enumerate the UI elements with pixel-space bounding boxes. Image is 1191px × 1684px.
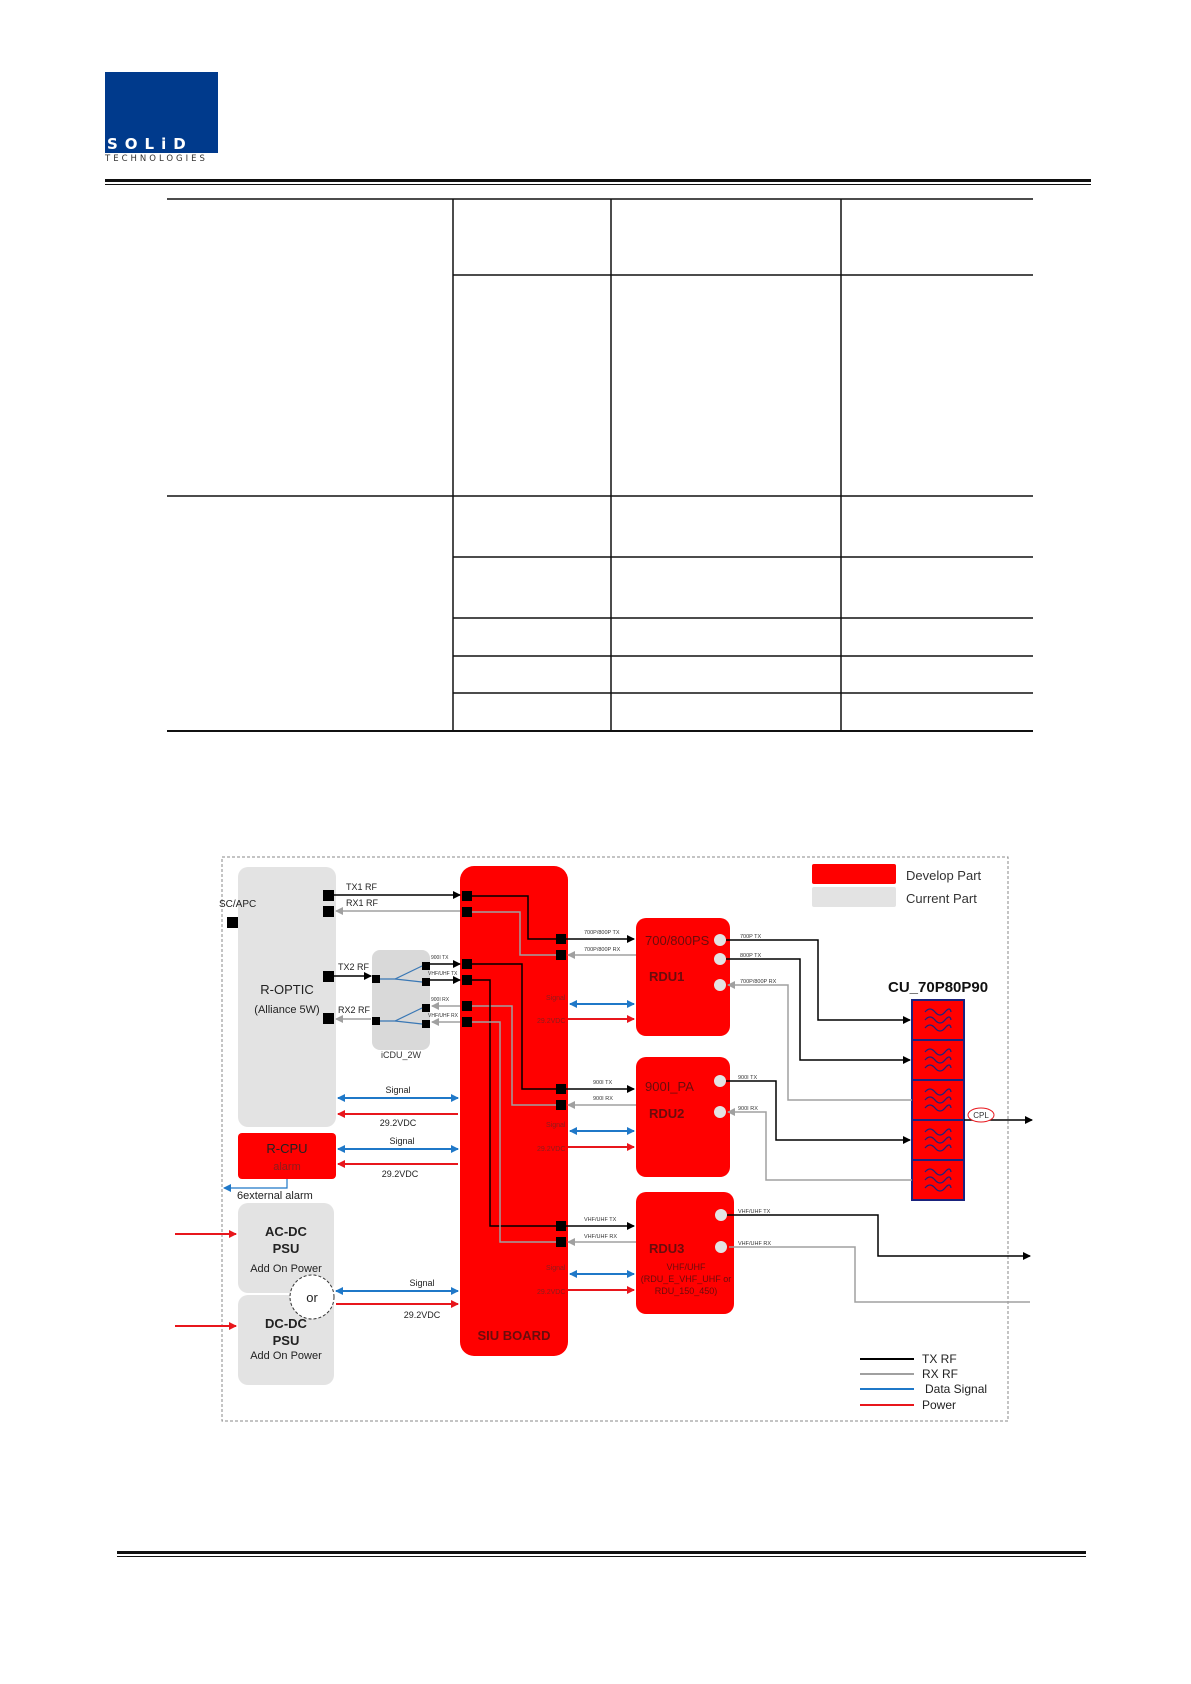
rdu2-port [714,1075,726,1087]
icdu-port-label: VHF/UHF RX [428,1013,458,1019]
icdu-port-label: 900I TX [431,955,449,961]
roptic-subtitle: (Alliance 5W) [254,1004,320,1016]
external-alarm-line [224,1179,287,1188]
diagram-frame [222,857,1008,1421]
rcpu-title: R-CPU [266,1141,308,1156]
siu-port [462,1001,472,1011]
siu-board-label: SIU BOARD [477,1328,551,1343]
rdu1-port [714,953,726,965]
rdu3-subtitle: (RDU_E_VHF_UHF or [640,1274,732,1284]
rdu3-port [715,1209,727,1221]
icdu-port [422,1004,430,1012]
siu-port [556,1100,566,1110]
icdu-port [422,1020,430,1028]
rf-port-label: 900I TX [738,1075,758,1081]
icdu-block [372,950,430,1050]
rf-line-label: VHF/UHF RX [584,1234,617,1240]
logo-subtitle: TECHNOLOGIES [105,154,208,164]
legend-rx-label: RX RF [922,1367,958,1381]
rx2-label: RX2 RF [338,1005,371,1015]
dcdc-subtitle: Add On Power [250,1350,322,1362]
vdc-label: 29.2VDC [537,1146,566,1153]
acdc-subtitle: Add On Power [250,1263,322,1275]
external-alarm-label: 6external alarm [237,1190,313,1202]
rf-port-label: 700P TX [740,934,762,940]
rdu3-tx-output [727,1215,1030,1256]
icdu-port [422,962,430,970]
signal-label: Signal [546,1122,566,1129]
legend-current-swatch [812,887,896,907]
signal-label: Signal [546,1265,566,1272]
rdu3-subtitle: VHF/UHF [666,1262,706,1272]
dcdc-psu: PSU [272,1333,300,1348]
siu-port [556,1084,566,1094]
acdc-psu: PSU [272,1241,300,1256]
rdu2-port [714,1106,726,1118]
icdu-label: iCDU_2W [380,1050,422,1060]
cpl-label: CPL [973,1111,989,1120]
siu-port [556,1237,566,1247]
roptic-port-rx1 [323,906,334,917]
rdu1-title: RDU1 [649,969,685,984]
rf-port-label: 700P/800P RX [740,979,777,985]
scapc-port [227,917,238,928]
legend-data-label: Data Signal [925,1382,988,1396]
icdu-port [372,1017,380,1025]
legend-tx-label: TX RF [922,1352,957,1366]
siu-port [556,1221,566,1231]
vdc-label: 29.2VDC [537,1289,566,1296]
cu-route [728,985,912,1100]
roptic-port-rx2 [323,1013,334,1024]
signal-label: Signal [389,1136,415,1146]
legend-develop-swatch [812,864,896,884]
vdc-label: 29.2VDC [379,1118,417,1128]
icdu-port-label: VHF/UHF TX [428,971,458,977]
footer-rule [117,1551,1086,1554]
siu-port [462,907,472,917]
rcpu-subtitle: alarm [273,1161,301,1173]
siu-port [556,934,566,944]
legend-power-label: Power [922,1398,957,1412]
footer-rule-thin [117,1556,1086,1557]
vdc-label: 29.2VDC [537,1018,566,1025]
siu-port [462,975,472,985]
legend-current-label: Current Part [906,891,977,906]
cu-title: CU_70P80P90 [888,979,989,996]
signal-label: Signal [546,995,566,1002]
rf-line-label: 700P/800P TX [584,930,620,936]
scapc-label: SC/APC [219,899,257,910]
rdu2-title: RDU2 [649,1106,685,1121]
dcdc-title: DC-DC [265,1316,307,1331]
roptic-port-tx2 [323,971,334,982]
siu-port [556,950,566,960]
rdu1-port [714,979,726,991]
icdu-port [372,975,380,983]
rdu3-port [715,1241,727,1253]
signal-label: Signal [409,1278,435,1288]
rdu3-title: RDU3 [649,1241,685,1256]
siu-port [462,891,472,901]
or-label: or [306,1290,318,1305]
tx2-label: TX2 RF [338,962,370,972]
rf-line-label: 900I RX [593,1096,613,1102]
rf-port-label: VHF/UHF TX [738,1209,771,1215]
rdu1-port [714,934,726,946]
roptic-port-tx1 [323,890,334,901]
rf-line-label: 700P/800P RX [584,947,621,953]
rf-port-label: 800P TX [740,953,762,959]
icdu-port-label: 900I RX [431,997,450,1003]
tx1-label: TX1 RF [346,882,378,892]
rx1-label: RX1 RF [346,898,379,908]
signal-label: Signal [385,1085,411,1095]
siu-port [462,959,472,969]
rf-line-label: VHF/UHF TX [584,1217,617,1223]
siu-port [462,1017,472,1027]
icdu-port [422,978,430,986]
legend-develop-label: Develop Part [906,868,982,883]
vdc-label: 29.2VDC [403,1310,441,1320]
vdc-label: 29.2VDC [381,1169,419,1179]
rdu1-name: 700/800PS [645,933,710,948]
logo-wordmark: SOLiD [105,136,218,153]
rdu3-subtitle: RDU_150_450) [654,1286,718,1296]
cu-route [728,1112,912,1180]
rf-port-label: VHF/UHF RX [738,1241,771,1247]
rf-line-label: 900I TX [593,1080,613,1086]
roptic-title: R-OPTIC [260,982,314,997]
rdu2-name: 900I_PA [645,1079,694,1094]
rf-port-label: 900I RX [738,1106,758,1112]
acdc-title: AC-DC [265,1224,307,1239]
